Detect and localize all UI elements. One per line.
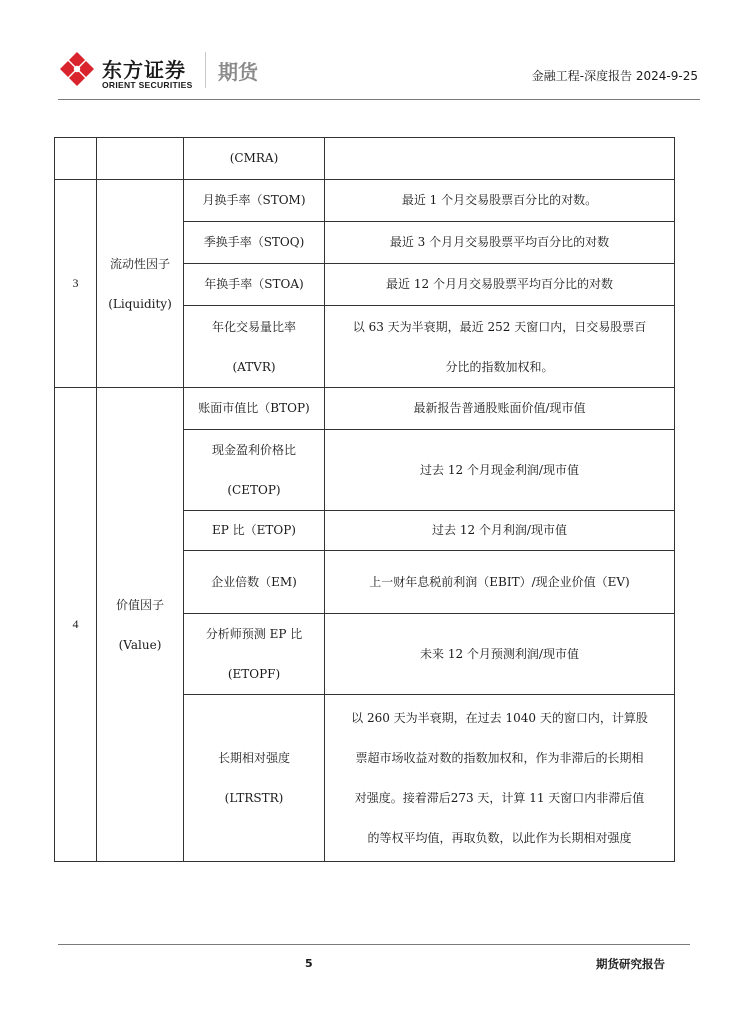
subfactor-line: 年化交易量比率 [211, 319, 296, 334]
footer-rule [58, 944, 690, 945]
page-number: 5 [305, 957, 313, 970]
factor-cell [97, 388, 184, 862]
subfactor-cell: (CMRA) [184, 138, 325, 180]
brand-name-en: ORIENT SECURITIES [102, 80, 193, 90]
description-cell: 过去 12 个月现金利润/现市值 [325, 430, 675, 511]
description-cell [325, 695, 675, 862]
subfactor-line: (ATVR) [232, 359, 276, 374]
table-row [55, 180, 675, 222]
subfactor-cell [184, 695, 325, 862]
subfactor-cell: EP 比（ETOP) [184, 511, 325, 551]
report-type: 期货研究报告 [596, 957, 665, 971]
factor-name-en: (Liquidity) [108, 296, 172, 311]
subfactor-line: (CETOP) [227, 483, 281, 497]
description-cell: 最近 1 个月交易股票百分比的对数。 [325, 180, 675, 222]
description-cell: 未来 12 个月预测利润/现市值 [325, 614, 675, 695]
index-cell: 4 [55, 388, 97, 862]
subfactor-line: 长期相对强度 [217, 751, 290, 765]
subfactor-cell [184, 614, 325, 695]
orient-logo-icon [58, 50, 96, 88]
subfactor-cell: 季换手率（STOQ) [184, 222, 325, 264]
index-cell: 3 [55, 180, 97, 388]
subfactor-cell [184, 306, 325, 388]
description-cell [325, 138, 675, 180]
description-line: 以 260 天为半衰期，在过去 1040 天的窗口内，计算股 [351, 711, 648, 725]
header-rule [58, 99, 700, 100]
description-cell [325, 306, 675, 388]
factor-name-cn: 价值因子 [115, 597, 164, 612]
subfactor-line: 分析师预测 EP 比 [205, 627, 303, 641]
description-line: 以 63 天为半衰期，最近 252 天窗口内，日交易股票百 [352, 319, 647, 334]
description-line: 分比的指数加权和。 [445, 359, 554, 374]
report-info: 金融工程-深度报告 2024-9-25 [531, 69, 698, 83]
subfactor-line: (LTRSTR) [224, 791, 284, 805]
brand-name-cn: 东方证券 [102, 58, 186, 82]
description-cell: 最近 12 个月月交易股票平均百分比的对数 [325, 264, 675, 306]
subfactor-line: 现金盈利价格比 [211, 443, 296, 457]
description-cell: 最近 3 个月月交易股票平均百分比的对数 [325, 222, 675, 264]
factor-table [54, 137, 675, 862]
table-row [55, 388, 675, 430]
index-cell [55, 138, 97, 180]
factor-cell [97, 180, 184, 388]
description-line: 对强度。接着滞后273 天，计算 11 天窗口内非滞后值 [354, 791, 645, 805]
description-line: 票超市场收益对数的指数加权和，作为非滞后的长期相 [355, 751, 644, 765]
table-row [55, 138, 675, 180]
subfactor-cell: 企业倍数（EM) [184, 551, 325, 614]
description-line: 的等权平均值，再取负数，以此作为长期相对强度 [367, 831, 632, 845]
subfactor-cell [184, 430, 325, 511]
subfactor-cell: 月换手率（STOM) [184, 180, 325, 222]
brand-sub: 期货 [218, 60, 258, 84]
subfactor-line: (ETOPF) [227, 667, 281, 681]
description-cell: 过去 12 个月利润/现市值 [325, 511, 675, 551]
subfactor-cell: 年换手率（STOA) [184, 264, 325, 306]
factor-cell [97, 138, 184, 180]
page-header [0, 0, 755, 104]
factor-name-en: (Value) [118, 637, 162, 652]
logo-divider [205, 52, 206, 88]
factor-name-cn: 流动性因子 [109, 256, 170, 271]
description-cell: 最新报告普通股账面价值/现市值 [325, 388, 675, 430]
description-cell: 上一财年息税前利润（EBIT）/现企业价值（EV) [325, 551, 675, 614]
subfactor-cell: 账面市值比（BTOP) [184, 388, 325, 430]
